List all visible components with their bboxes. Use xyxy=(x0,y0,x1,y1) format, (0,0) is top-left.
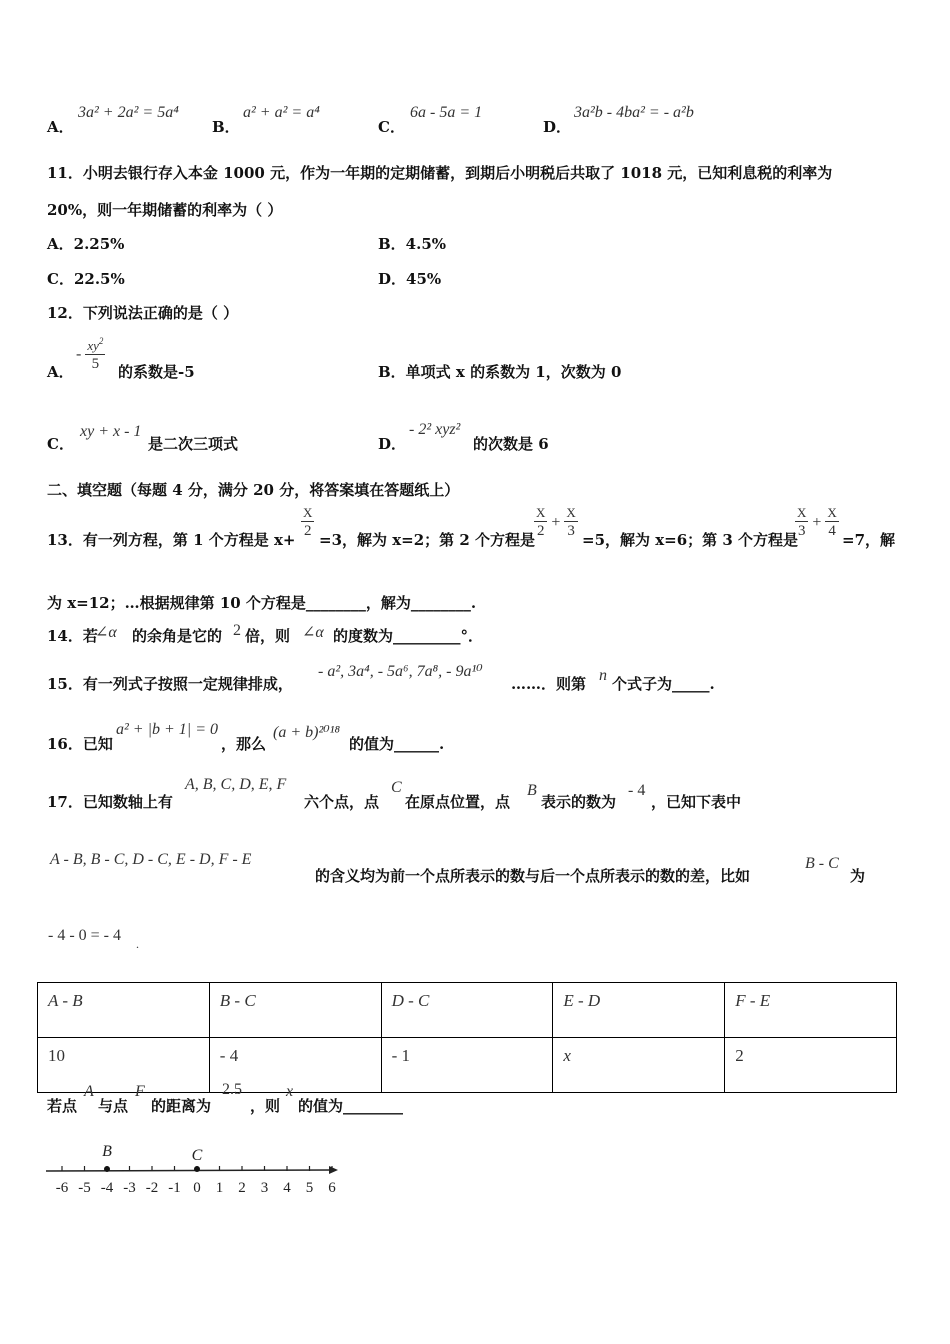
q10-option-c-expr: 6a - 5a = 1 xyxy=(410,104,483,121)
q12-option-a-label: A． xyxy=(47,363,74,381)
q17-part6: 的含义均为前一个点所表示的数与后一个点所表示的数的差，比如 xyxy=(315,867,751,885)
q17-part4: 表示的数为 xyxy=(541,793,617,811)
number-line-point-c-label: C xyxy=(191,1147,203,1164)
q10-option-d-expr: 3a²b - 4ba² = - a²b xyxy=(574,104,694,121)
number-line-point-c-dot xyxy=(194,1166,200,1172)
number-line-tick-label: -6 xyxy=(55,1180,69,1196)
q12-option-b: B．单项式 x 的系数为 1，次数为 0 xyxy=(378,363,622,381)
q10-option-a-label: A． xyxy=(47,118,74,136)
number-line-tick-label: 0 xyxy=(193,1180,201,1196)
q12-option-c-label: C． xyxy=(47,435,74,453)
q14-angle-1: ∠α xyxy=(95,624,117,641)
q13-part4: =7，解 xyxy=(842,531,896,549)
q11-stem-line2: 20%，则一年期储蓄的利率为（ ） xyxy=(47,201,283,219)
q17-question-part2: 与点 xyxy=(98,1097,129,1115)
table-value-row xyxy=(38,1038,897,1093)
q17-part3: 在原点位置，点 xyxy=(405,793,511,811)
q17-point-c: C xyxy=(391,779,402,796)
q16-condition: a² + |b + 1| = 0 xyxy=(116,721,218,738)
q12-option-d-label: D． xyxy=(378,435,407,453)
q17-question-point-a: A xyxy=(84,1083,94,1100)
q11-stem-line1: 11．小明去银行存入本金 1000 元，作为一年期的定期储蓄，到期后小明税后共取了 1018 元，已知利息税的利率为 xyxy=(47,164,833,182)
number-line-arrow xyxy=(329,1166,338,1174)
q12-option-c-expr: xy + x - 1 xyxy=(80,423,142,440)
q17-question-part3: 的距离为 xyxy=(151,1097,212,1115)
table-header-row xyxy=(38,983,897,1038)
q11-option-d: D．45% xyxy=(378,270,442,288)
q15-part1: 15．有一列式子按照一定规律排成， xyxy=(47,675,293,693)
number-line-tick-label: -3 xyxy=(123,1180,136,1196)
q17-question-part1: 若点 xyxy=(47,1097,78,1115)
table-header-cell: F - E xyxy=(725,983,897,1038)
table-value-cell: - 4 xyxy=(209,1038,381,1093)
q17-question-part4: ，则 xyxy=(250,1097,281,1115)
q12-option-d-text: 的次数是 6 xyxy=(473,435,549,453)
number-line-labels xyxy=(56,1180,337,1196)
number-line-tick-label: 2 xyxy=(238,1180,246,1196)
q17-calc-period: . xyxy=(136,937,139,951)
table-header-cell: A - B xyxy=(38,983,210,1038)
q13-eq3-fraction: $\frac{X}{3}$ + $\frac{X}{4}$ xyxy=(797,505,837,539)
number-line-tick-label: -1 xyxy=(168,1180,181,1196)
q17-question-x: x xyxy=(286,1083,294,1100)
q16-part1: 16．已知 xyxy=(47,735,113,753)
q14-two: 2 xyxy=(233,622,241,639)
q13-part2: =3，解为 x=2；第 2 个方程是 xyxy=(319,531,536,549)
number-line-tick-label: -4 xyxy=(100,1180,114,1196)
number-line-tick-label: 1 xyxy=(215,1180,224,1196)
q17-part5: ，已知下表中 xyxy=(651,793,742,811)
q10-option-b-expr: a² + a² = a⁴ xyxy=(243,104,320,121)
q15-n: n xyxy=(599,667,607,684)
table-value-cell: x xyxy=(553,1038,725,1093)
q14-part1: 14．若 xyxy=(47,627,98,645)
q17-question-distance: 2.5 xyxy=(222,1081,242,1098)
q17-question-part5: 的值为________ xyxy=(298,1097,404,1115)
q17-part2: 六个点，点 xyxy=(304,793,380,811)
q11-option-b: B．4.5% xyxy=(378,235,447,253)
q17-value-b: - 4 xyxy=(628,782,646,799)
q13-line2: 为 x=12；…根据规律第 10 个方程是________，解为________. xyxy=(47,594,477,612)
q17-points: A, B, C, D, E, F xyxy=(185,776,287,793)
q15-part3: 个式子为_____. xyxy=(612,675,715,693)
number-line-tick-label: 6 xyxy=(328,1180,336,1196)
table-header-cell: E - D xyxy=(553,983,725,1038)
q13-part1: 13．有一列方程，第 1 个方程是 x+ xyxy=(47,531,296,549)
number-line-tick-label: 3 xyxy=(260,1180,269,1196)
q10-option-a-expr: 3a² + 2a² = 5a⁴ xyxy=(78,104,179,121)
q10-option-c-label: C． xyxy=(378,118,405,136)
q17-question-point-f: F xyxy=(135,1083,145,1100)
q16-part2: ，那么 xyxy=(221,735,267,753)
q14-part4: 的度数为_________°． xyxy=(333,627,484,645)
q14-part2: 的余角是它的 xyxy=(132,627,223,645)
q16-part3: 的值为______. xyxy=(349,735,445,753)
number-line-axis xyxy=(46,1170,332,1171)
q17-calc: - 4 - 0 = - 4 xyxy=(48,927,122,944)
q12-stem: 12．下列说法正确的是（ ） xyxy=(47,304,239,322)
q17-part7: 为 xyxy=(850,867,866,885)
q12-option-d-expr: - 2² xyz² xyxy=(409,421,461,438)
q13-part3: =5，解为 x=6；第 3 个方程是 xyxy=(582,531,799,549)
q15-part2: ……．则第 xyxy=(511,675,587,693)
q17-example: B - C xyxy=(805,855,839,872)
table-value-cell: 2 xyxy=(725,1038,897,1093)
q10-option-d-label: D． xyxy=(543,118,572,136)
q10-option-b-label: B． xyxy=(212,118,240,136)
q11-option-a: A．2.25% xyxy=(47,235,125,253)
table-value-cell: - 1 xyxy=(381,1038,553,1093)
q12-option-a-fraction: - $\frac{xy^2}{5}$ xyxy=(76,336,104,372)
q11-option-c: C．22.5% xyxy=(47,270,125,288)
number-line-point-b-label: B xyxy=(102,1143,112,1160)
q17-differences: A - B, B - C, D - C, E - D, F - E xyxy=(50,851,252,868)
q17-point-b: B xyxy=(527,782,537,799)
table-header-cell: B - C xyxy=(209,983,381,1038)
q17-difference-table xyxy=(37,982,897,1093)
section-2-heading: 二、填空题（每题 4 分，满分 20 分，将答案填在答题纸上） xyxy=(47,481,460,499)
number-line xyxy=(40,1140,350,1200)
number-line-tick-label: -5 xyxy=(78,1180,91,1196)
q14-part3: 倍，则 xyxy=(245,627,291,645)
number-line-tick-label: 4 xyxy=(283,1180,291,1196)
q13-eq2-fraction: $\frac{X}{2}$ + $\frac{X}{3}$ xyxy=(536,505,576,539)
q15-sequence: - a², 3a⁴, - 5a⁶, 7a⁸, - 9a¹⁰ xyxy=(318,663,483,680)
table-value-cell: 10 xyxy=(38,1038,210,1093)
q14-angle-2: ∠α xyxy=(302,624,324,641)
q17-part1: 17．已知数轴上有 xyxy=(47,793,173,811)
number-line-point-b-dot xyxy=(104,1166,110,1172)
q16-expression: (a + b)²⁰¹⁸ xyxy=(273,724,341,741)
q13-eq1-fraction: $\frac{X}{2}$ xyxy=(303,505,313,539)
number-line-tick-label: -2 xyxy=(145,1180,159,1196)
table-header-cell: D - C xyxy=(381,983,553,1038)
number-line-tick-label: 5 xyxy=(305,1180,314,1196)
q12-option-a-text: 的系数是-5 xyxy=(118,363,195,381)
q12-option-c-text: 是二次三项式 xyxy=(148,435,239,453)
